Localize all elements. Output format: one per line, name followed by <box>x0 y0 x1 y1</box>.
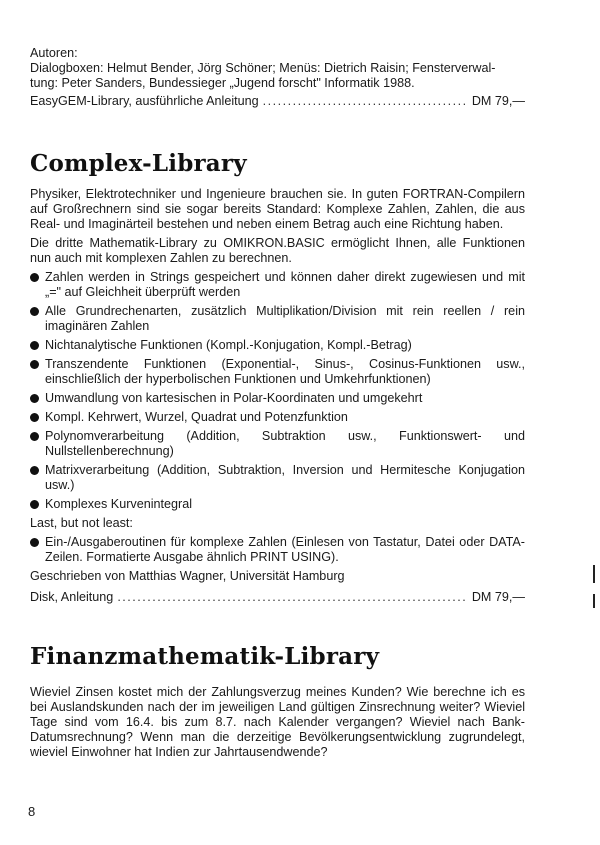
leader-dots <box>263 94 468 109</box>
bullet-icon <box>30 307 39 316</box>
list-item: Transzendente Funktionen (Exponential-, Sinus-, Cosinus-Funktionen usw., einschließlich der hyperbolischen Funktionen und Umkehrfunktionen) <box>30 357 525 387</box>
authors-line: Dialogboxen: Helmut Bender, Jörg Schöner; Menüs: Dietrich Raisin; Fensterverwal- <box>30 61 496 75</box>
price-line-label: Disk, Anleitung <box>30 590 114 604</box>
list-item: Kompl. Kehrwert, Wurzel, Quadrat und Potenzfunktion <box>30 410 525 425</box>
list-item: Zahlen werden in Strings gespeichert und können daher direkt zugewiesen und mit „=" auf Gleichheit überprüft werden <box>30 270 525 300</box>
list-item: Ein-/Ausgaberoutinen für komplexe Zahlen (Einlesen von Tastatur, Datei oder DATA-Zeilen. Formatierte Ausgabe ähnlich PRINT USING). <box>30 535 525 565</box>
bullet-icon <box>30 432 39 441</box>
feature-list <box>30 270 525 512</box>
authors-heading: Autoren: <box>30 46 78 60</box>
authors-line: tung: Peter Sanders, Bundessieger „Jugend forscht" Informatik 1988. <box>30 76 415 90</box>
finanzmathematik-library-title: Finanzmathematik-Library <box>30 643 380 670</box>
price-value: DM 79,— <box>471 94 525 108</box>
page-number: 8 <box>28 804 36 819</box>
list-item: Polynomverarbeitung (Addition, Subtraktion usw., Funktionswert- und Nullstellenberechnung) <box>30 429 525 459</box>
leader-dots <box>117 590 468 605</box>
complex-price-line <box>30 590 525 605</box>
list-item: Matrixverarbeitung (Addition, Subtraktion, Inversion und Hermitesche Konjugation usw.) <box>30 463 525 493</box>
finanz-intro-paragraph: Wieviel Zinsen kostet mich der Zahlungsverzug meines Kunden? Wie berechne ich es bei Auslandskunden nach der im jeweiligen Land gültigen Zinsrechnung weiter? Wieviel Tage sind vom 16.4. bis zum 8.7. nach Kalender vergangen? Wieviel nach Bank-Datumsrechnung? Wenn man die derzeitige Bevölkerungsentwicklung zugrundelegt, wieviel Einwohner hat Indien zur Jahrtausendwende? <box>30 685 525 759</box>
list-item: Alle Grundrechenarten, zusätzlich Multiplikation/Division mit rein reellen / rein imaginären Zahlen <box>30 304 525 334</box>
bullet-icon <box>30 273 39 282</box>
bullet-icon <box>30 341 39 350</box>
bullet-icon <box>30 394 39 403</box>
list-item: Komplexes Kurvenintegral <box>30 497 525 512</box>
complex-library-title: Complex-Library <box>30 150 247 177</box>
last-but-not-least-label: Last, but not least: <box>30 516 133 530</box>
page-edge-mark <box>593 565 595 583</box>
bullet-icon <box>30 538 39 547</box>
complex-intro-paragraph: Die dritte Mathematik-Library zu OMIKRON.BASIC ermöglicht Ihnen, alle Funktionen nun auch mit komplexen Zahlen zu berechnen. <box>30 236 525 265</box>
easygem-price-line <box>30 94 525 109</box>
bullet-icon <box>30 466 39 475</box>
list-item: Nichtanalytische Funktionen (Kompl.-Konjugation, Kompl.-Betrag) <box>30 338 525 353</box>
list-item: Umwandlung von kartesischen in Polar-Koordinaten und umgekehrt <box>30 391 525 406</box>
page-edge-mark <box>593 594 595 608</box>
bullet-icon <box>30 360 39 369</box>
price-line-label: EasyGEM-Library, ausführliche Anleitung <box>30 94 259 108</box>
bullet-icon <box>30 413 39 422</box>
complex-intro-paragraph: Physiker, Elektrotechniker und Ingenieure brauchen sie. In guten FORTRAN-Compilern auf Großrechnern sind sie sogar bereits Standard: Komplexe Zahlen, Zahlen, die aus Real- und Imaginärteil bestehen und neben einem Betrag auch eine Richtung haben. <box>30 187 525 231</box>
last-feature-list <box>30 535 525 565</box>
bullet-icon <box>30 500 39 509</box>
price-value: DM 79,— <box>471 590 525 604</box>
page-content <box>30 46 525 760</box>
complex-author-line: Geschrieben von Matthias Wagner, Universität Hamburg <box>30 569 345 583</box>
